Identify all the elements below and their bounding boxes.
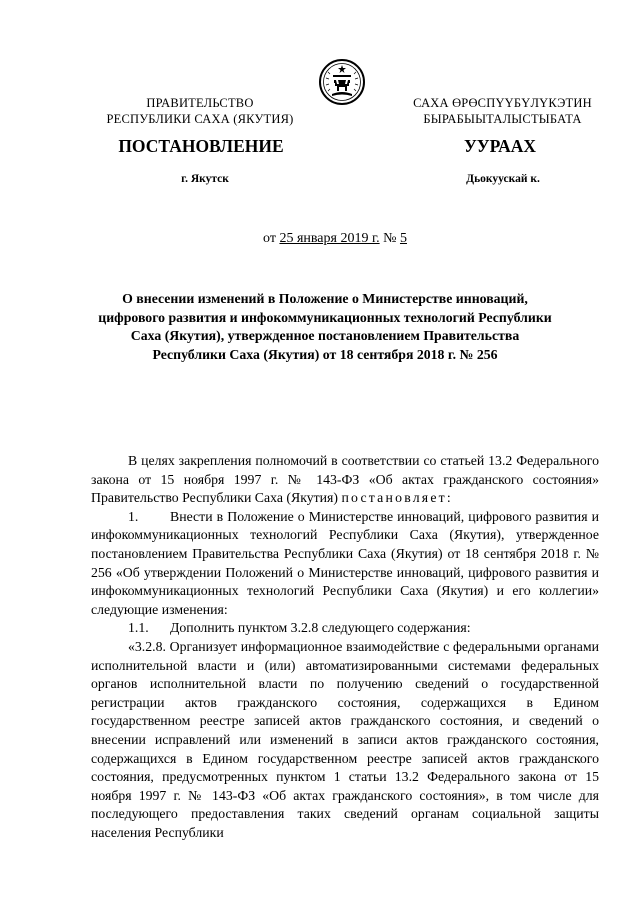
coat-of-arms-sakha-icon <box>318 58 366 106</box>
title-line-1: О внесении изменений в Положение о Министерстве инноваций, <box>122 291 528 306</box>
resolves-word: постановляет: <box>341 490 453 506</box>
document-kind-sah: УУРААХ <box>463 136 537 156</box>
document-number: 5 <box>399 231 407 246</box>
document-date-number <box>200 231 470 247</box>
quoted-clause-paragraph <box>91 638 599 843</box>
item-1-text: Внести в Положение о Министерстве инноваций, цифрового развития и инфокоммуникационных технологий Республики Саха (Якутия), утвержденное постановлением Правительства Республики Саха (Якутия) от 18 сентября 2018 г. № 256 «Об утверждении Положений о Министерстве инноваций, цифрового развития и инфокоммуникационных технологий Республики Саха (Якутия) и его коллегии» следующие изменения: <box>91 508 599 617</box>
document-date: 25 января 2019 г. <box>279 231 380 246</box>
preamble-text: В целях закрепления полномочий в соответствии со статьей 13.2 Федерального закона от 15 ноября 1997 г. № 143-ФЗ «Об актах гражданского состояния» Правительство Республики Саха (Якутия) <box>91 453 599 506</box>
title-line-3: Саха (Якутия), утвержденное постановлением Правительства <box>130 328 520 343</box>
city-sah: Дьокуускай к. <box>466 173 540 185</box>
issuer-sah-line2: БЫРАБЫЫТАЛЫСТЫБАТА <box>423 112 582 126</box>
document-title <box>95 290 555 364</box>
item-1-1-text: Дополнить пунктом 3.2.8 следующего содержания: <box>170 620 471 636</box>
quoted-clause-text: «3.2.8. Организует информационное взаимодействие с федеральными органами исполнительной власти и (или) автоматизированными системами федеральных органов исполнительной власти по получению сведений о государственной регистрации актов гражданского состояния, содержащихся в Едином государственном реестре записей актов гражданского состояния, и сведений о внесении исправлений или изменений в записи актов гражданского состояния, содержащихся в Едином государственном реестре записей актов гражданского состояния, предусмотренных пунктом 1 статьи 13.2 Федерального закона от 15 ноября 1997 г. № 143-ФЗ «Об актах гражданского состояния», в том числе для последующего предоставления таких сведений органам социальной защиты населения Республики <box>91 638 599 840</box>
item-1-paragraph <box>91 508 599 620</box>
title-line-4: Республики Саха (Якутия) от 18 сентября 2018 г. № 256 <box>152 346 498 362</box>
number-prefix: № <box>379 231 400 246</box>
issuer-ru <box>90 95 310 127</box>
title-line-2: цифрового развития и инфокоммуникационных технологий Республики <box>98 309 552 325</box>
document-kind-ru: ПОСТАНОВЛЕНИЕ <box>118 136 284 156</box>
issuer-ru-line2: РЕСПУБЛИКИ САХА (ЯКУТИЯ) <box>106 112 294 126</box>
item-1-number: 1. <box>128 508 139 524</box>
item-1-1-paragraph <box>91 619 599 638</box>
issuer-sah-line1: САХА ӨРӨСПҮҮБҮЛҮКЭТИН <box>413 96 592 110</box>
city-ru: г. Якутск <box>181 173 229 185</box>
preamble-paragraph <box>91 452 599 508</box>
issuer-ru-line1: ПРАВИТЕЛЬСТВО <box>146 96 254 110</box>
item-1-1-number: 1.1. <box>128 620 149 636</box>
issuer-sah <box>385 95 620 127</box>
date-prefix: от <box>263 231 280 246</box>
document-body <box>91 452 599 842</box>
